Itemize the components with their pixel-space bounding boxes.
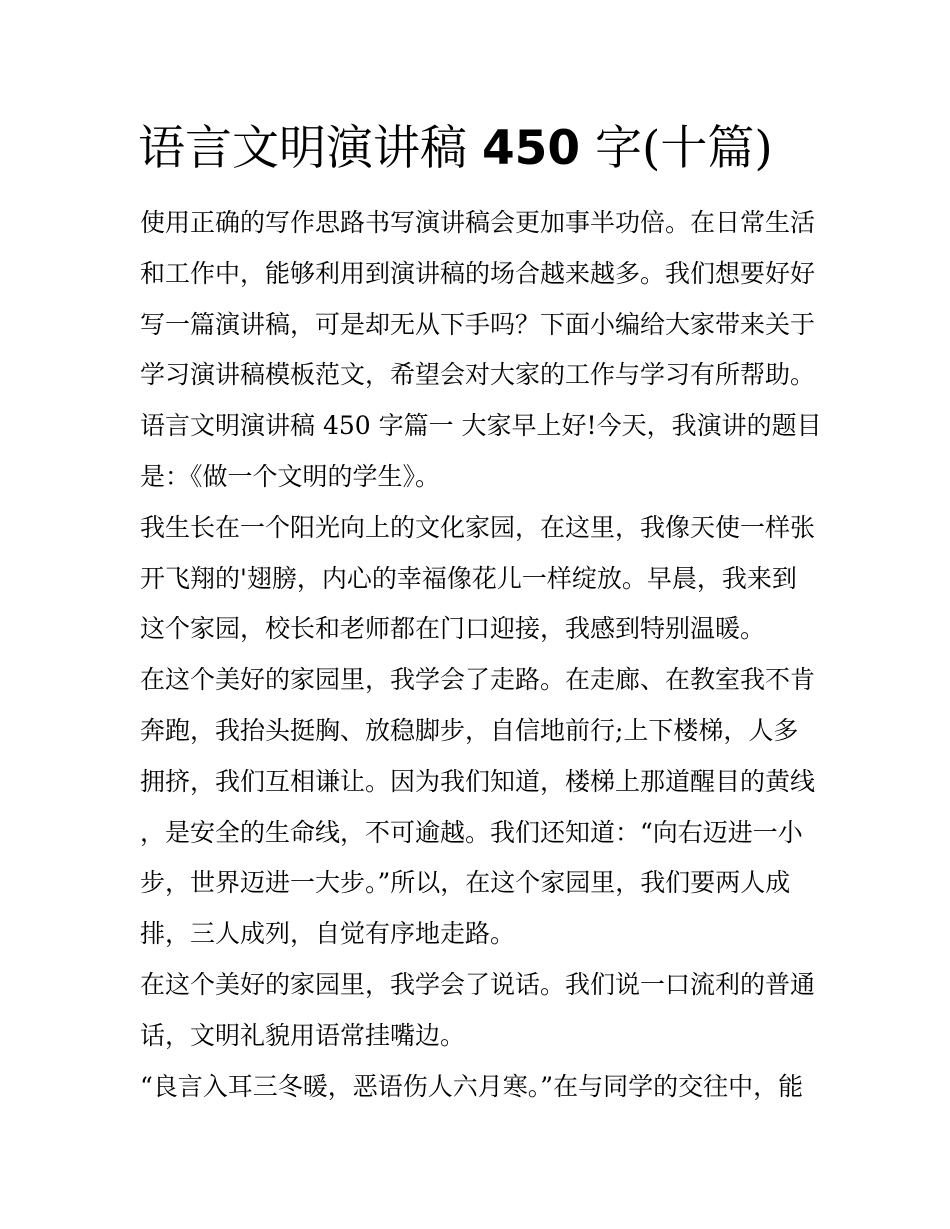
text-line: 我生长在一个阳光向上的文化家园，在这里，我像天使一样张 [140,512,816,542]
text-line: 写一篇演讲稿，可是却无从下手吗？下面小编给大家带来关于 [140,309,816,339]
title-number: 450 [481,121,581,176]
text-line: 学习演讲稿模板范文，希望会对大家的工作与学习有所帮助。 [140,360,816,390]
text-line: 使用正确的写作思路书写演讲稿会更加事半功倍。在日常生活 [140,208,816,237]
text-line: 在这个美好的家园里，我学会了说话。我们说一口流利的普通 [140,969,816,999]
text-line: 拥挤，我们互相谦让。因为我们知道，楼梯上那道醒目的黄线 [140,766,816,796]
text-line: 是：《做一个文明的学生》。 [140,461,441,491]
text-line: 奔跑，我抬头挺胸、放稳脚步，自信地前行;上下楼梯，人多 [140,715,799,745]
text-line: “良言入耳三冬暖，恶语伤人六月寒。”在与同学的交往中，能 [140,1071,804,1101]
text-line: 这个家园，校长和老师都在门口迎接，我感到特别温暖。 [140,614,766,644]
page-title [138,118,838,180]
text-line: 开飞翔的'翅膀，内心的幸福像花儿一样绽放。早晨，我来到 [140,563,797,593]
text-line: 语言文明演讲稿 450 字篇一 大家早上好!今天，我演讲的题目 [140,411,822,441]
title-suffix: 字(十篇) [580,121,773,176]
text-line: 话，文明礼貌用语常挂嘴边。 [140,1020,466,1050]
text-line: 和工作中，能够利用到演讲稿的场合越来越多。我们想要好好 [140,258,816,288]
text-line: 步，世界迈进一大步。”所以，在这个家园里，我们要两人成 [140,868,791,898]
title-text: 语言文明演讲稿 [138,121,482,176]
text-line: 排，三人成列，自觉有序地走路。 [140,919,516,949]
text-line: 在这个美好的家园里，我学会了走路。在走廊、在教室我不肯 [140,665,816,695]
document-body [140,198,820,1112]
text-line: ，是安全的生命线，不可逾越。我们还知道：“向右迈进一小 [140,817,803,847]
